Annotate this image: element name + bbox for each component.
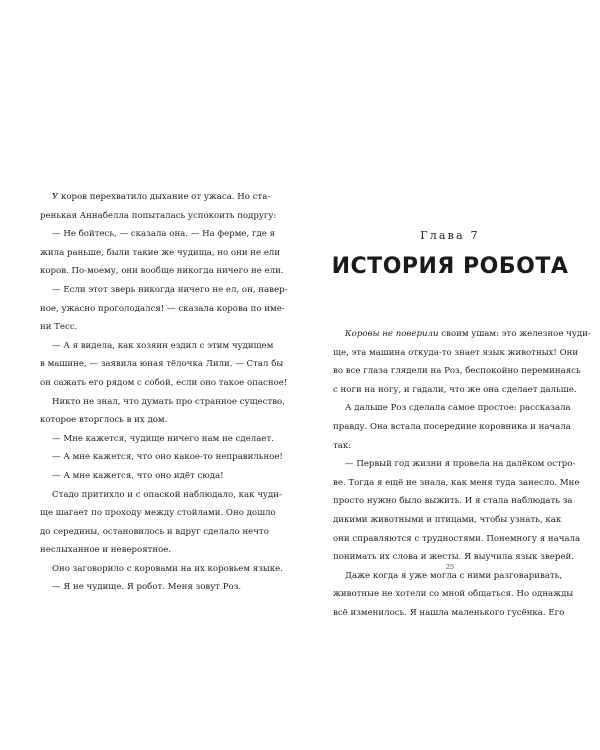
paragraph-line: А дальше Роз сделала самое простое: рассказала bbox=[345, 403, 571, 414]
paragraph-line: — Если этот зверь никогда ничего не ел, он, навер- bbox=[52, 284, 288, 295]
paragraph-line: они справляются с трудностями. Понемногу я начала bbox=[333, 533, 581, 544]
paragraph-line: — А я видела, как хозяин ездил с этим чудищем bbox=[52, 340, 274, 351]
right-page bbox=[300, 0, 600, 750]
paragraph-line: ренькая Аннабелла попыталась успокоить подругу: bbox=[40, 210, 277, 221]
chapter-label: Глава 7 bbox=[420, 229, 480, 242]
paragraph-line: — Я не чудище. Я робот. Меня зовут Роз. bbox=[52, 582, 242, 593]
paragraph-line: которое вторглось в их дом. bbox=[40, 415, 168, 426]
paragraph-line: просто нужно было выжить. И я стала наблюдать за bbox=[333, 496, 573, 507]
paragraph-line: понимать их слова и жесты. Я выучила язык зверей. bbox=[333, 552, 574, 563]
paragraph-line bbox=[333, 325, 591, 344]
paragraph-line: — А мне кажется, что оно какое-то неправильное! bbox=[52, 452, 283, 463]
chapter-title: ИСТОРИЯ РОБОТА bbox=[331, 254, 569, 279]
paragraph-line: до середины, остановилось и вдруг сделало нечто bbox=[40, 526, 269, 537]
paragraph-line: Даже когда я уже могла с ними разговаривать, bbox=[345, 570, 563, 581]
paragraph-line: с ноги на ногу, и гадали, что же она сделает дальше. bbox=[333, 384, 577, 395]
page-number: 25 bbox=[445, 563, 455, 571]
paragraph-line: — Не бойтесь, — сказала она. — На ферме, где я bbox=[52, 229, 276, 240]
paragraph-line: в машине, — заявила юная тёлочка Лили. — Стал бы bbox=[40, 359, 284, 370]
paragraph-line: неслыханное и невероятное. bbox=[40, 545, 172, 556]
paragraph-line: — А мне кажется, что оно идёт сюда! bbox=[52, 470, 224, 481]
paragraph-line: — Первый год жизни я провела на далёком остро- bbox=[345, 459, 576, 470]
paragraph-line: всё изменилось. Я нашла маленького гусёнка. Его bbox=[333, 607, 565, 618]
lead-in-italic: Коровы не поверили bbox=[345, 329, 439, 339]
paragraph-line: ще шагает по проходу между стойлами. Оно дошло bbox=[40, 508, 276, 519]
paragraph-line: У коров перехватило дыхание от ужаса. Но ста- bbox=[52, 192, 271, 202]
left-page-text bbox=[40, 188, 288, 597]
paragraph-line: коров. По-моему, они вообще никогда ничего не ели. bbox=[40, 266, 284, 277]
paragraph-line: ни Тесс. bbox=[40, 322, 78, 333]
paragraph-line: он сажать его рядом с собой, если оно такое опасное! bbox=[40, 377, 288, 388]
lead-in-rest: своим ушам: это железное чуди- bbox=[438, 329, 591, 339]
paragraph-line: дикими животными и птицами, чтобы узнать, как bbox=[333, 514, 562, 525]
paragraph-line: ное, ужасно проголодался! — сказала корова по име- bbox=[40, 303, 285, 314]
paragraph-line: Оно заговорило с коровами на их коровьем языке. bbox=[52, 563, 283, 574]
paragraph-line: Стадо притихло и с опаской наблюдало, как чуди- bbox=[52, 489, 282, 500]
paragraph-line: во все глаза глядели на Роз, беспокойно переминаясь bbox=[333, 366, 581, 377]
paragraph-line: животные не хотели со мной общаться. Но однажды bbox=[333, 589, 574, 600]
paragraph-line: так: bbox=[333, 440, 352, 451]
right-page-text bbox=[333, 325, 591, 623]
paragraph-line: ще, эта машина откуда-то знает язык животных! Они bbox=[333, 347, 579, 358]
paragraph-line: жила раньше, были такие же чудища, но они не ели bbox=[40, 247, 281, 258]
paragraph-line: Никто не знал, что думать про странное существо, bbox=[52, 396, 285, 407]
paragraph-line: — Мне кажется, чудище ничего нам не сделает. bbox=[52, 433, 274, 444]
paragraph-line: правду. Она встала посередине коровника и начала bbox=[333, 421, 571, 432]
paragraph-line: ве. Тогда я ещё не знала, как меня туда занесло. Мне bbox=[333, 477, 580, 488]
